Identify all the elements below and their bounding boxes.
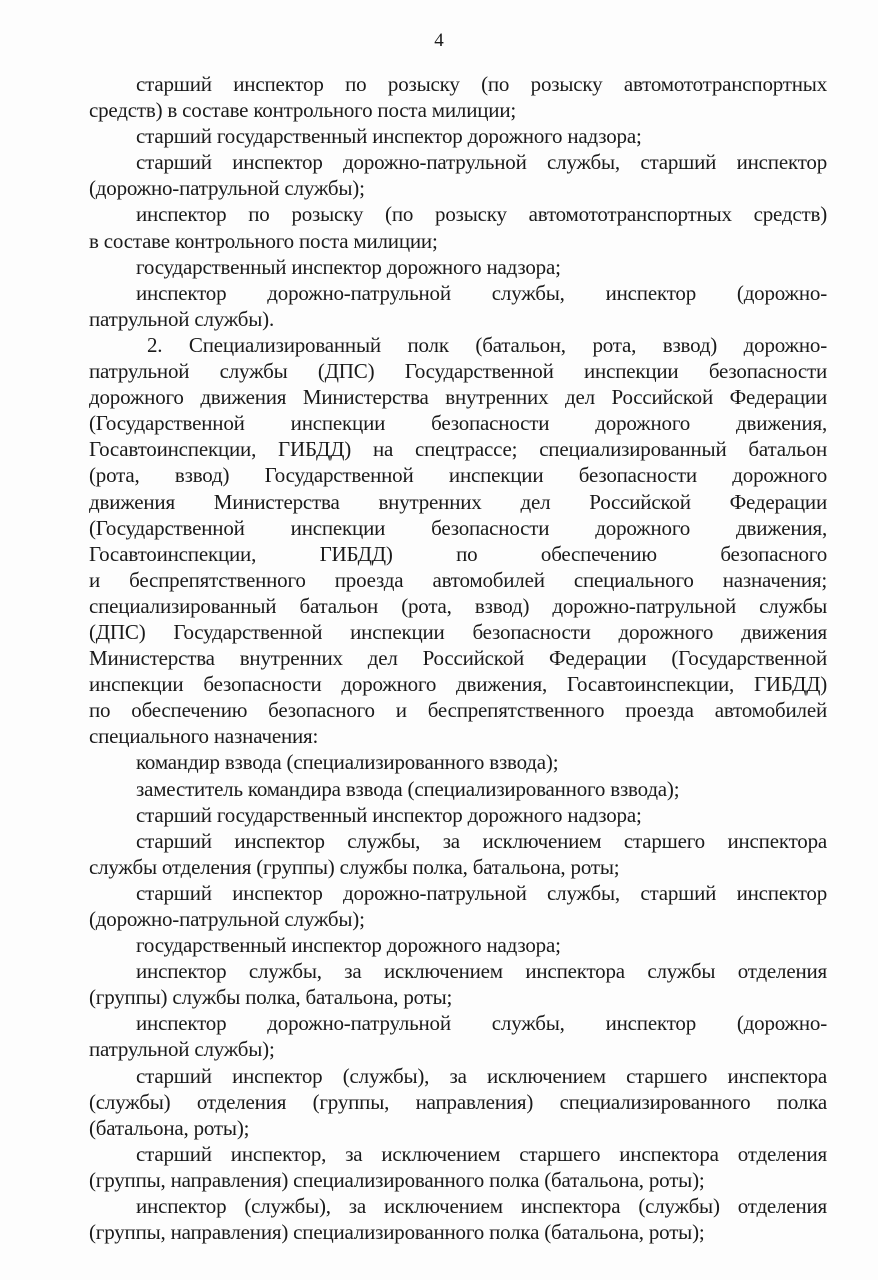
text-line: старший инспектор по розыску (по розыску автомототранспортных bbox=[136, 72, 827, 96]
text-line: (дорожно-патрульной службы); bbox=[89, 176, 365, 201]
text-line: Министерства внутренних дел Российской Федерации (Государственной bbox=[89, 646, 827, 671]
text-line: патрульной службы). bbox=[89, 306, 275, 331]
text-line: (группы, направления) специализированного полка (батальона, роты); bbox=[89, 1220, 705, 1245]
text-line: старший государственный инспектор дорожного надзора; bbox=[136, 802, 642, 827]
text-line: инспектор дорожно-патрульной службы, инспектор (дорожно- bbox=[136, 1011, 827, 1036]
text-line: специализированный батальон (рота, взвод) дорожно-патрульной службы bbox=[89, 593, 827, 618]
text-line: (службы) отделения (группы, направления) специализированного полка bbox=[89, 1089, 827, 1114]
text-line: заместитель командира взвода (специализированного взвода); bbox=[136, 776, 680, 801]
text-line: (Государственной инспекции безопасности дорожного движения, bbox=[89, 411, 827, 436]
text-line: (группы) службы полка, батальона, роты; bbox=[89, 985, 453, 1010]
text-line: по обеспечению безопасного и беспрепятственного проезда автомобилей bbox=[89, 698, 827, 723]
text-line: командир взвода (специализированного взвода); bbox=[136, 750, 559, 775]
text-line: (батальона, роты); bbox=[89, 1115, 250, 1140]
document-body bbox=[89, 71, 827, 1245]
text-line: инспекции безопасности дорожного движения, Госавтоинспекции, ГИБДД) bbox=[89, 672, 827, 697]
text-line: инспектор службы, за исключением инспектора службы отделения bbox=[136, 959, 827, 984]
text-line: инспектор по розыску (по розыску автомототранспортных средств) bbox=[136, 202, 827, 227]
text-line: (дорожно-патрульной службы); bbox=[89, 907, 365, 931]
text-line: средств) в составе контрольного поста милиции; bbox=[89, 98, 517, 123]
text-line: (рота, взвод) Государственной инспекции безопасности дорожного bbox=[89, 463, 827, 488]
page-number: 4 bbox=[434, 30, 444, 51]
text-line: дорожного движения Министерства внутренних дел Российской Федерации bbox=[89, 385, 827, 410]
text-line: государственный инспектор дорожного надзора; bbox=[136, 933, 561, 958]
text-line: специального назначения: bbox=[89, 724, 319, 749]
text-line: старший государственный инспектор дорожного надзора; bbox=[136, 124, 642, 149]
text-line: (Государственной инспекции безопасности дорожного движения, bbox=[89, 515, 827, 540]
text-line: движения Министерства внутренних дел Российской Федерации bbox=[89, 489, 827, 514]
text-line: старший инспектор (службы), за исключением старшего инспектора bbox=[136, 1063, 827, 1088]
text-line: Госавтоинспекции, ГИБДД) на спецтрассе; специализированный батальон bbox=[89, 437, 827, 462]
text-line: Госавтоинспекции, ГИБДД) по обеспечению безопасного bbox=[89, 541, 827, 566]
text-line: в составе контрольного поста милиции; bbox=[89, 228, 438, 253]
text-line: инспектор дорожно-патрульной службы, инспектор (дорожно- bbox=[136, 280, 827, 305]
text-line: старший инспектор дорожно-патрульной службы, старший инспектор bbox=[136, 880, 827, 905]
text-line: 2. Специализированный полк (батальон, рота, взвод) дорожно- bbox=[147, 332, 827, 357]
text-line: старший инспектор, за исключением старшего инспектора отделения bbox=[136, 1141, 827, 1166]
text-line: старший инспектор дорожно-патрульной службы, старший инспектор bbox=[136, 150, 827, 175]
text-line: инспектор (службы), за исключением инспектора (службы) отделения bbox=[136, 1194, 827, 1219]
text-line: государственный инспектор дорожного надзора; bbox=[136, 254, 561, 279]
text-line: службы отделения (группы) службы полка, батальона, роты; bbox=[89, 854, 620, 879]
text-line: и беспрепятственного проезда автомобилей специального назначения; bbox=[89, 567, 827, 592]
text-line: патрульной службы); bbox=[89, 1037, 275, 1062]
text-line: старший инспектор службы, за исключением старшего инспектора bbox=[136, 828, 827, 853]
text-line: (ДПС) Государственной инспекции безопасности дорожного движения bbox=[89, 619, 827, 644]
text-line: (группы, направления) специализированного полка (батальона, роты); bbox=[89, 1167, 705, 1192]
text-line: патрульной службы (ДПС) Государственной инспекции безопасности bbox=[89, 359, 827, 384]
